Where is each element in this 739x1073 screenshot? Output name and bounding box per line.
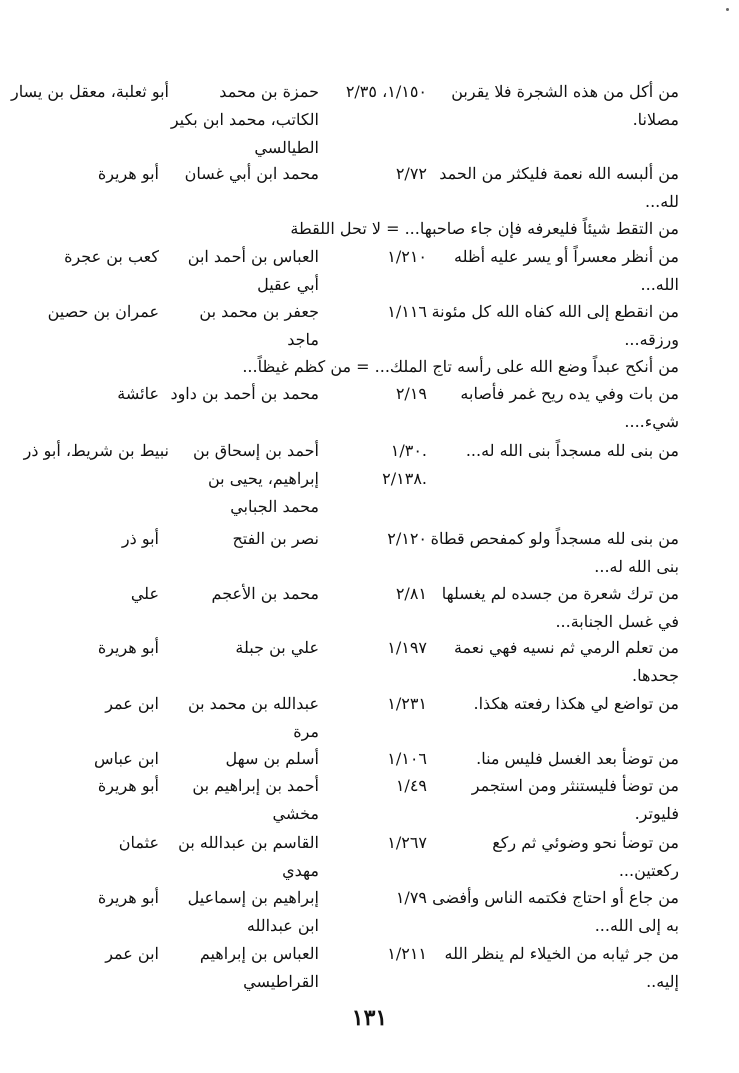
hadith-text: من جاع أو احتاج فكتمه الناس وأفضى به إلى الله... — [432, 888, 679, 935]
volume-page-ref — [321, 243, 427, 271]
narrator: محمد ابن أبي غسان — [184, 164, 319, 183]
ref-value: ١/١١٦ — [387, 302, 427, 321]
ref-value: ١/٢١٠ — [387, 247, 427, 266]
hadith-text: من توضأ نحو وضوئي ثم ركع ركعتين... — [492, 833, 679, 880]
ref-value: ٢/٧٢ — [395, 164, 427, 183]
hadith-text: من توضأ بعد الغسل فليس منا. — [476, 749, 679, 768]
narrator: علي بن جبلة — [235, 638, 319, 657]
ref-value: ٢/٨١ — [395, 584, 427, 603]
volume-page-ref — [321, 772, 427, 800]
companion: عثمان — [118, 833, 159, 852]
narrator: أحمد بن إسحاق بن إبراهيم، يحيى بن محمد الجبابي — [193, 441, 319, 516]
hadith-text: من بنى لله مسجداً ولو كمفحص قطاة بنى الله له... — [430, 529, 679, 576]
ref-value: ١/٢١١ — [387, 944, 427, 963]
page-number: ١٣١ — [351, 1005, 388, 1031]
companion: ابن عمر — [105, 944, 159, 963]
companion: عائشة — [117, 384, 159, 403]
ref-value: ١/٣٠. — [390, 441, 427, 460]
volume-page-ref — [321, 380, 427, 408]
volume-page-ref — [321, 160, 427, 188]
hadith-text: من ألبسه الله نعمة فليكثر من الحمد لله... — [439, 164, 679, 211]
companion: ابن عمر — [105, 694, 159, 713]
narrator: جعفر بن محمد بن ماجد — [199, 302, 319, 349]
volume-page-ref — [321, 78, 427, 106]
volume-page-ref — [321, 940, 427, 968]
ref-value: ١/٧٩ — [395, 888, 427, 907]
companion: كعب بن عجرة — [64, 247, 159, 266]
hadith-text: من تواضع لي هكذا رفعته هكذا. — [473, 694, 679, 713]
ref-value: ١/٢٦٧ — [387, 833, 427, 852]
companion: ابن عباس — [94, 749, 159, 768]
ref-value: ١/١٩٧ — [387, 638, 427, 657]
narrator: العباس بن إبراهيم القراطيسي — [199, 944, 319, 991]
hadith-text: من أكل من هذه الشجرة فلا يقربن مصلانا. — [451, 82, 679, 129]
ref-value: ٢/١٣٨. — [382, 469, 427, 488]
hadith-text: من جر ثيابه من الخيلاء لم ينظر الله إليه.. — [444, 944, 679, 991]
ref-value: ١/٢٣١ — [387, 694, 427, 713]
narrator: أسلم بن سهل — [225, 749, 319, 768]
volume-page-ref — [321, 580, 427, 608]
volume-page-ref — [321, 690, 427, 718]
narrator: نصر بن الفتح — [232, 529, 319, 548]
companion: أبو هريرة — [97, 776, 159, 795]
scan-speck — [726, 8, 729, 11]
volume-page-ref — [321, 745, 427, 773]
companion: علي — [130, 584, 159, 603]
narrator: محمد بن أحمد بن داود — [170, 384, 319, 403]
cross-reference: من أنكح عبداً وضع الله على رأسه تاج الملك... = من كظم غيظاً... — [242, 357, 679, 376]
narrator: العباس بن أحمد ابن أبي عقيل — [187, 247, 319, 294]
ref-value: ١/١٥٠، ٢/٣٥ — [345, 82, 427, 101]
hadith-text: من تعلم الرمي ثم نسيه فهي نعمة جحدها. — [453, 638, 679, 685]
narrator: حمزة بن محمد الكاتب، محمد ابن بكير الطيالسي — [170, 82, 319, 157]
ref-value: ١/١٠٦ — [387, 749, 427, 768]
companion: نبيط بن شريط، أبو ذر — [23, 441, 169, 460]
hadith-text: من أنظر معسراً أو يسر عليه أظله الله... — [454, 247, 679, 294]
ref-value: ١/٤٩ — [395, 776, 427, 795]
volume-page-ref — [321, 525, 427, 553]
narrator: القاسم بن عبدالله بن مهدي — [178, 833, 319, 880]
volume-page-ref — [321, 634, 427, 662]
ref-value: ٢/١٩ — [395, 384, 427, 403]
volume-page-ref — [321, 298, 427, 326]
volume-page-ref — [321, 829, 427, 857]
cross-reference: من التقط شيئاً فليعرفه فإن جاء صاحبها... = لا تحل اللقطة — [290, 219, 679, 238]
volume-page-ref — [321, 437, 427, 493]
narrator: محمد بن الأعجم — [211, 584, 319, 603]
hadith-text: من توضأ فليستنثر ومن استجمر فليوتر. — [471, 776, 679, 823]
hadith-text: من بات وفي يده ريح غمر فأصابه شيء.... — [460, 384, 679, 431]
hadith-text: من ترك شعرة من جسده لم يغسلها في غسل الجنابة... — [441, 584, 679, 631]
hadith-text: من انقطع إلى الله كفاه الله كل مئونة ورزقه... — [431, 302, 679, 349]
companion: أبو ثعلبة، معقل بن يسار — [10, 82, 169, 101]
companion: أبو هريرة — [97, 164, 159, 183]
companion: عمران بن حصين — [47, 302, 159, 321]
narrator: إبراهيم بن إسماعيل ابن عبدالله — [187, 888, 319, 935]
companion: أبو ذر — [121, 529, 159, 548]
hadith-text: من بنى لله مسجداً بنى الله له... — [465, 441, 679, 460]
companion: أبو هريرة — [97, 888, 159, 907]
narrator: عبدالله بن محمد بن مرة — [187, 694, 319, 741]
volume-page-ref — [321, 884, 427, 912]
narrator: أحمد بن إبراهيم بن مخشي — [192, 776, 319, 823]
companion: أبو هريرة — [97, 638, 159, 657]
ref-value: ٢/١٢٠ — [387, 529, 427, 548]
